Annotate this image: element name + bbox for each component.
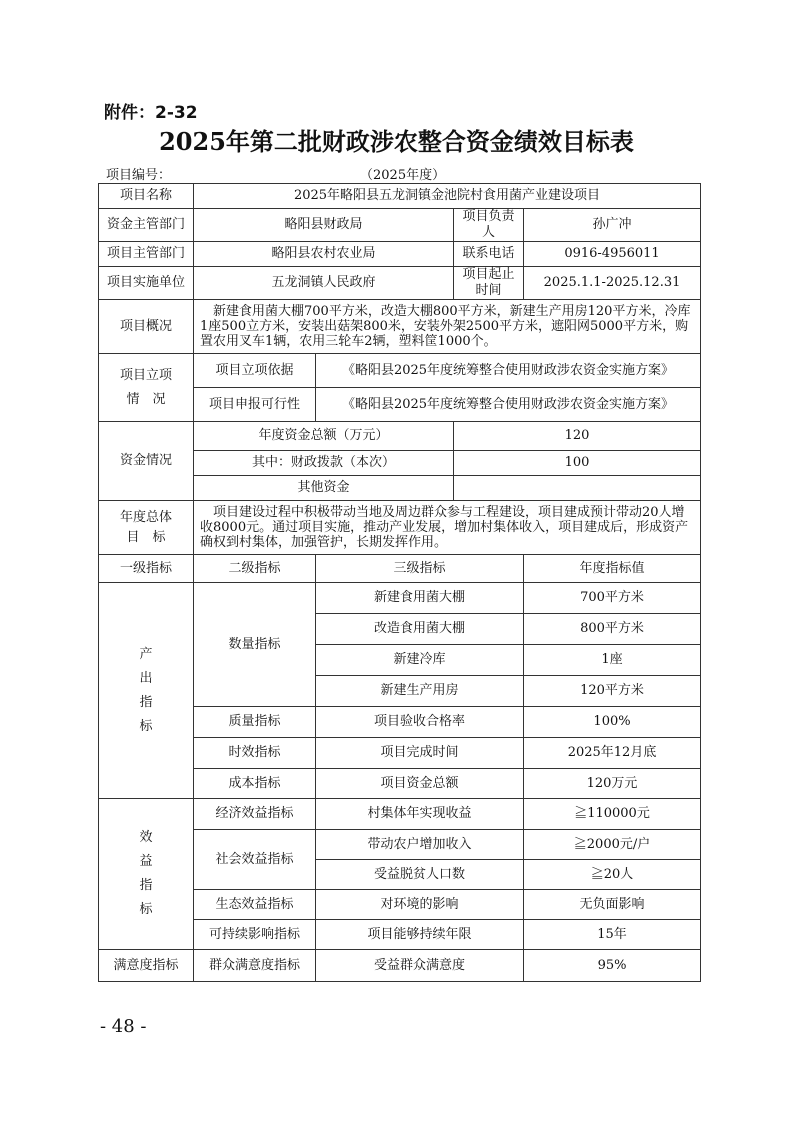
benefit-label-char: 效	[139, 830, 153, 845]
output-label-char: 出	[139, 670, 153, 686]
l2-cell: 质量指标	[194, 707, 316, 738]
funds-other	[454, 476, 701, 501]
goal-text	[194, 501, 701, 555]
fund-dept-label: 资金主管部门	[99, 209, 194, 242]
value-cell: 700平方米	[524, 583, 701, 614]
attachment-label: 附件：2-32	[104, 103, 198, 123]
table-row	[99, 242, 701, 267]
l3-cell: 新建生产用房	[316, 676, 524, 707]
value-cell: ≧2000元/户	[524, 830, 701, 860]
page-title: 2025年第二批财政涉农整合资金绩效目标表	[159, 127, 634, 156]
performance-table	[98, 183, 701, 982]
basis-value: 《略阳县2025年度统筹整合使用财政涉农资金实施方案》	[316, 354, 701, 388]
funds-total-label: 年度资金总额（万元）	[194, 422, 454, 451]
table-row	[99, 354, 701, 388]
feasibility-value: 《略阳县2025年度统筹整合使用财政涉农资金实施方案》	[316, 388, 701, 422]
value-cell: 120平方米	[524, 676, 701, 707]
phone: 0916-4956011	[524, 242, 701, 267]
proj-dept-label: 项目主管部门	[99, 242, 194, 267]
l3-cell: 新建冷库	[316, 645, 524, 676]
table-row	[99, 267, 701, 300]
project-number-label: 项目编号：	[106, 168, 172, 183]
l2-cell: 经济效益指标	[194, 799, 316, 830]
satisfaction-l3: 受益群众满意度	[316, 950, 524, 982]
table-row	[99, 184, 701, 209]
page-number: - 48 -	[100, 1016, 147, 1037]
l3-cell: 项目完成时间	[316, 738, 524, 769]
l3-cell: 村集体年实现收益	[316, 799, 524, 830]
project-name-label: 项目名称	[99, 184, 194, 209]
l2-cell: 成本指标	[194, 769, 316, 799]
leader-label: 项目负责人	[454, 209, 524, 242]
social-label: 社会效益指标	[194, 830, 316, 890]
output-label-char: 标	[139, 718, 153, 734]
value-cell: 15年	[524, 920, 701, 950]
goal-text-body: 项目建设过程中积极带动当地及周边群众参与工程建设，项目建成预计带动20人增收8000元。通过项目实施，推动产业发展，增加村集体收入，项目建成后，形成资产确权到村集体，加强管护，长期发挥作用。	[200, 505, 689, 550]
benefit-label-char: 标	[139, 902, 153, 917]
leader: 孙广冲	[524, 209, 701, 242]
period: 2025.1.1-2025.12.31	[524, 267, 701, 300]
table-row	[99, 422, 701, 451]
year-label: （2025年度）	[360, 168, 446, 183]
output-label-char: 产	[139, 646, 153, 662]
l2-cell: 可持续影响指标	[194, 920, 316, 950]
funds-total: 120	[454, 422, 701, 451]
value-cell: ≧20人	[524, 860, 701, 890]
benefit-label	[99, 799, 194, 950]
impl-label: 项目实施单位	[99, 267, 194, 300]
value-cell: 100%	[524, 707, 701, 738]
project-name: 2025年略阳县五龙洞镇金池院村食用菌产业建设项目	[194, 184, 701, 209]
proj-dept: 略阳县农村农业局	[194, 242, 454, 267]
l3-cell: 带动农户增加收入	[316, 830, 524, 860]
overview-text-body: 新建食用菌大棚700平方米，改造大棚800平方米，新建生产用房120平方米，冷库1座500立方米，安装出菇架800米，安装外架2500平方米，遮阳网5000平方米，购置农用叉车1辆，农用三轮车2辆，塑料筐1000个。	[200, 304, 691, 349]
table-row	[99, 300, 701, 354]
l3-cell: 受益脱贫人口数	[316, 860, 524, 890]
table-row	[99, 501, 701, 555]
header-l3: 三级指标	[316, 555, 524, 583]
indicator-header-row	[99, 555, 701, 583]
satisfaction-value: 95%	[524, 950, 701, 982]
value-cell: 800平方米	[524, 614, 701, 645]
impl-unit: 五龙洞镇人民政府	[194, 267, 454, 300]
feasibility-label: 项目申报可行性	[194, 388, 316, 422]
phone-label: 联系电话	[454, 242, 524, 267]
l3-cell: 改造食用菌大棚	[316, 614, 524, 645]
approval-label-line2: 情 况	[126, 391, 166, 407]
funds-fiscal: 100	[454, 451, 701, 476]
l3-cell: 项目资金总额	[316, 769, 524, 799]
header-value: 年度指标值	[524, 555, 701, 583]
output-label-char: 指	[139, 694, 153, 710]
goal-label	[99, 501, 194, 555]
table-row	[99, 950, 701, 982]
period-label: 项目起止时间	[454, 267, 524, 300]
fund-dept: 略阳县财政局	[194, 209, 454, 242]
overview-text	[194, 300, 701, 354]
l3-cell: 项目验收合格率	[316, 707, 524, 738]
approval-label-line1: 项目立项	[119, 367, 172, 383]
value-cell: 无负面影响	[524, 890, 701, 920]
header-l1: 一级指标	[99, 555, 194, 583]
table-row	[99, 209, 701, 242]
funds-label: 资金情况	[99, 422, 194, 501]
goal-label-line1: 年度总体	[119, 509, 172, 525]
l3-cell: 对环境的影响	[316, 890, 524, 920]
table-row	[99, 799, 701, 830]
funds-fiscal-label: 其中：财政拨款（本次）	[194, 451, 454, 476]
benefit-label-char: 益	[139, 854, 153, 869]
l2-cell: 生态效益指标	[194, 890, 316, 920]
satisfaction-l1: 满意度指标	[99, 950, 194, 982]
satisfaction-l2: 群众满意度指标	[194, 950, 316, 982]
approval-label	[99, 354, 194, 422]
header-l2: 二级指标	[194, 555, 316, 583]
goal-label-line2: 目 标	[126, 529, 166, 545]
l3-cell: 新建食用菌大棚	[316, 583, 524, 614]
basis-label: 项目立项依据	[194, 354, 316, 388]
value-cell: ≧110000元	[524, 799, 701, 830]
value-cell: 1座	[524, 645, 701, 676]
quantity-label: 数量指标	[194, 583, 316, 707]
output-label	[99, 583, 194, 799]
value-cell: 2025年12月底	[524, 738, 701, 769]
table-row	[99, 583, 701, 614]
overview-label: 项目概况	[99, 300, 194, 354]
l3-cell: 项目能够持续年限	[316, 920, 524, 950]
value-cell: 120万元	[524, 769, 701, 799]
benefit-label-char: 指	[139, 878, 153, 893]
funds-other-label: 其他资金	[194, 476, 454, 501]
l2-cell: 时效指标	[194, 738, 316, 769]
